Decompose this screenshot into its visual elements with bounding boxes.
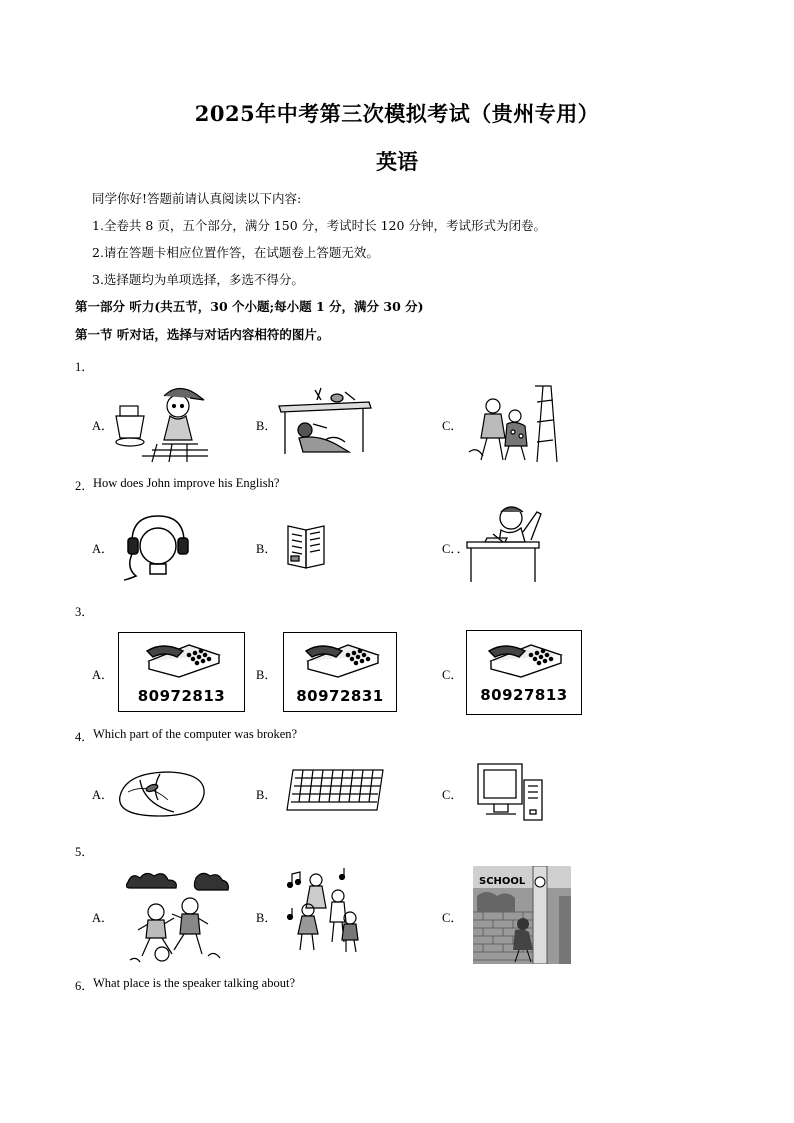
phone-number-b: 80972831 — [296, 687, 384, 705]
question-number-4: 4． — [75, 730, 94, 744]
page-title: 2025年中考第三次模拟考试（贵州专用） — [194, 101, 600, 126]
section-1-heading: 第一节 听对话，选择与对话内容相符的图片。 — [75, 327, 330, 342]
q4-option-c-label[interactable]: C． — [442, 788, 463, 802]
q5-option-c-label[interactable]: C． — [442, 911, 463, 925]
q5-option-b-label[interactable]: B． — [256, 911, 277, 925]
q2-option-b-label[interactable]: B． — [256, 542, 277, 556]
question-4-text: Which part of the computer was broken? — [93, 727, 298, 741]
phone-card-b — [283, 632, 397, 712]
monitor-and-tower-image — [474, 758, 546, 824]
q1-option-c-label[interactable]: C． — [442, 419, 463, 433]
headphones-listening-image — [122, 512, 194, 582]
q1-option-b-label[interactable]: B． — [256, 419, 277, 433]
part-1-heading: 第一部分 听力(共五节，30 个小题;每小题 1 分，满分 30 分) — [75, 299, 424, 314]
q3-option-b-label[interactable]: B． — [256, 668, 277, 682]
instruction-item-1: 1.全卷共 8 页，五个部分，满分 150 分，考试时长 120 分钟，考试形式为闭卷。 — [92, 218, 546, 233]
phone-card-c — [466, 630, 582, 715]
boys-playing-football-cloudy-image — [126, 870, 230, 966]
child-sick-in-bathroom-image — [112, 384, 212, 464]
q4-option-a-label[interactable]: A． — [92, 788, 114, 802]
instruction-item-3: 3.选择题均为单项选择，多选不得分。 — [92, 272, 304, 287]
question-2-text: How does John improve his English? — [93, 476, 280, 490]
q1-option-a-label[interactable]: A． — [92, 419, 114, 433]
q2-option-c-label[interactable]: C．． — [442, 542, 470, 556]
boy-writing-at-desk-image — [463, 502, 543, 584]
newspaper-image — [284, 520, 330, 572]
q2-option-a-label[interactable]: A． — [92, 542, 114, 556]
keyboard-image — [283, 766, 387, 816]
girl-walking-to-school-image — [473, 866, 571, 964]
school-sign: SCHOOL — [479, 876, 526, 887]
phone-card-a — [118, 632, 245, 712]
q3-option-c-label[interactable]: C． — [442, 668, 463, 682]
phone-number-a: 80972813 — [137, 687, 226, 705]
question-number-2: 2． — [75, 479, 94, 493]
subject-title: 英语 — [376, 149, 418, 174]
q5-option-a-label[interactable]: A． — [92, 911, 114, 925]
mouse-image — [114, 766, 210, 820]
q3-option-a-label[interactable]: A． — [92, 668, 114, 682]
telephone-icon — [143, 639, 223, 679]
question-number-6: 6． — [75, 979, 94, 993]
family-at-playground-image — [465, 382, 563, 466]
question-number-3: 3． — [75, 605, 94, 619]
person-hiding-under-table-image — [275, 384, 375, 464]
question-6-text: What place is the speaker talking about? — [93, 976, 296, 990]
children-singing-music-image — [286, 866, 366, 954]
telephone-icon — [302, 639, 382, 679]
phone-number-c: 80927813 — [480, 686, 568, 704]
instruction-item-2: 2.请在答题卡相应位置作答，在试题卷上答题无效。 — [92, 245, 379, 260]
telephone-icon — [485, 639, 565, 679]
q4-option-b-label[interactable]: B． — [256, 788, 277, 802]
question-number-1: 1． — [75, 360, 94, 374]
question-number-5: 5． — [75, 845, 94, 859]
instructions-greeting: 同学你好!答题前请认真阅读以下内容: — [92, 191, 302, 206]
